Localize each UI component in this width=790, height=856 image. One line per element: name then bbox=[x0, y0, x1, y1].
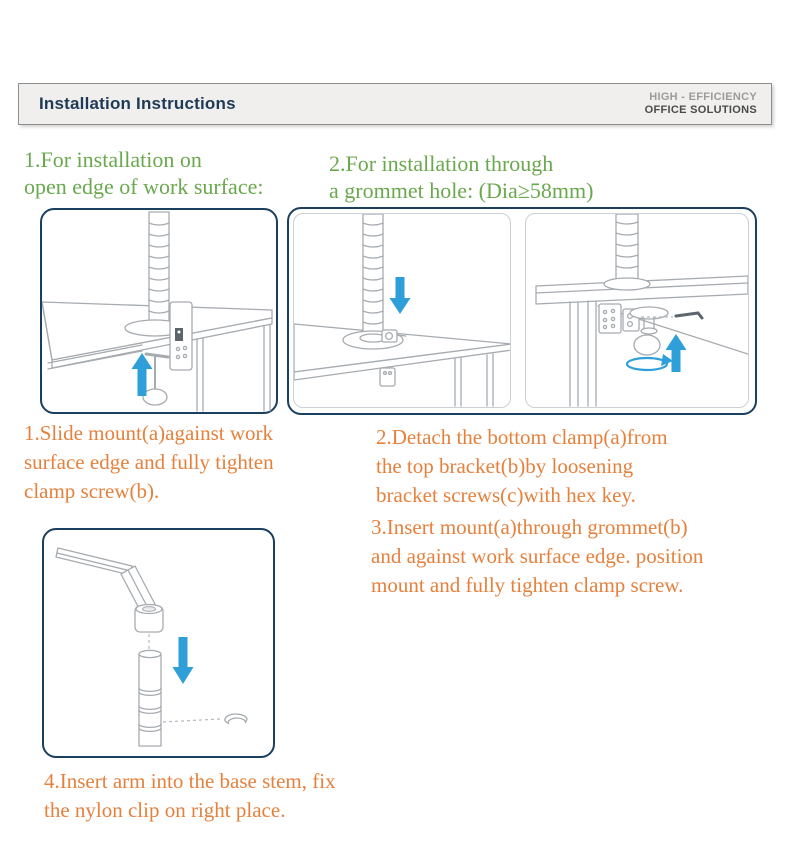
brand-tagline-line2: OFFICE SOLUTIONS bbox=[644, 104, 757, 116]
heading-line: open edge of work surface: bbox=[24, 174, 264, 199]
step-text-3 bbox=[371, 513, 703, 600]
step-line: 4.Insert arm into the base stem, fix bbox=[44, 769, 336, 793]
rotate-arrow-icon bbox=[627, 354, 673, 370]
step-line: mount and fully tighten clamp screw. bbox=[371, 573, 684, 597]
step-line: 2.Detach the bottom clamp(a)from bbox=[376, 425, 668, 449]
step-text-2 bbox=[376, 423, 668, 510]
clamp-bracket bbox=[170, 302, 192, 370]
down-arrow-icon bbox=[173, 637, 194, 684]
step-line: surface edge and fully tighten bbox=[24, 450, 274, 474]
bottom-clamp-parts bbox=[599, 304, 668, 355]
cable-spine-column bbox=[604, 214, 650, 290]
illustration-panel-edge-clamp bbox=[40, 208, 278, 414]
cable-spine-column bbox=[363, 214, 383, 334]
page-title: Installation Instructions bbox=[39, 94, 236, 113]
section-heading-grommet-install bbox=[329, 150, 593, 204]
illustration-panel-grommet-insert bbox=[293, 213, 511, 408]
nylon-clip bbox=[225, 714, 247, 724]
illustration-panel-under-desk bbox=[525, 213, 749, 408]
step-line: clamp screw(b). bbox=[24, 479, 160, 503]
edge-clamp-illustration bbox=[42, 210, 276, 412]
desk-drawing bbox=[294, 324, 510, 406]
step-text-1 bbox=[24, 419, 274, 506]
heading-line: 1.For installation on bbox=[24, 147, 202, 172]
brand-tagline-line1: HIGH - EFFICIENCY bbox=[649, 91, 757, 103]
step-line: 3.Insert mount(a)through grommet(b) bbox=[371, 515, 688, 539]
base-stem bbox=[139, 650, 161, 746]
monitor-arm bbox=[56, 548, 163, 632]
grommet-base bbox=[343, 330, 406, 349]
header-bar bbox=[18, 83, 772, 125]
step-line: bracket screws(c)with hex key. bbox=[376, 483, 636, 507]
step-line: the top bracket(b)by loosening bbox=[376, 454, 634, 478]
arm-insert-illustration bbox=[44, 530, 273, 756]
step-text-4 bbox=[44, 767, 336, 825]
under-desk-clamp-illustration bbox=[526, 214, 748, 407]
brand-tagline bbox=[645, 91, 771, 117]
section-heading-edge-install bbox=[24, 146, 263, 200]
illustration-panel-arm-insert bbox=[42, 528, 275, 758]
grommet-insert-illustration bbox=[294, 214, 510, 407]
heading-line: 2.For installation through bbox=[329, 151, 554, 176]
illustration-panel-grommet-group bbox=[287, 207, 757, 415]
cable-spine-column bbox=[149, 212, 169, 322]
up-arrow-icon bbox=[666, 334, 687, 372]
down-arrow-icon bbox=[390, 277, 411, 314]
alignment-guide-line bbox=[163, 719, 220, 722]
step-line: and against work surface edge. position bbox=[371, 544, 704, 568]
heading-line: a grommet hole: (Dia≥58mm) bbox=[329, 178, 594, 203]
step-line: 1.Slide mount(a)against work bbox=[24, 421, 274, 445]
step-line: the nylon clip on right place. bbox=[44, 798, 286, 822]
